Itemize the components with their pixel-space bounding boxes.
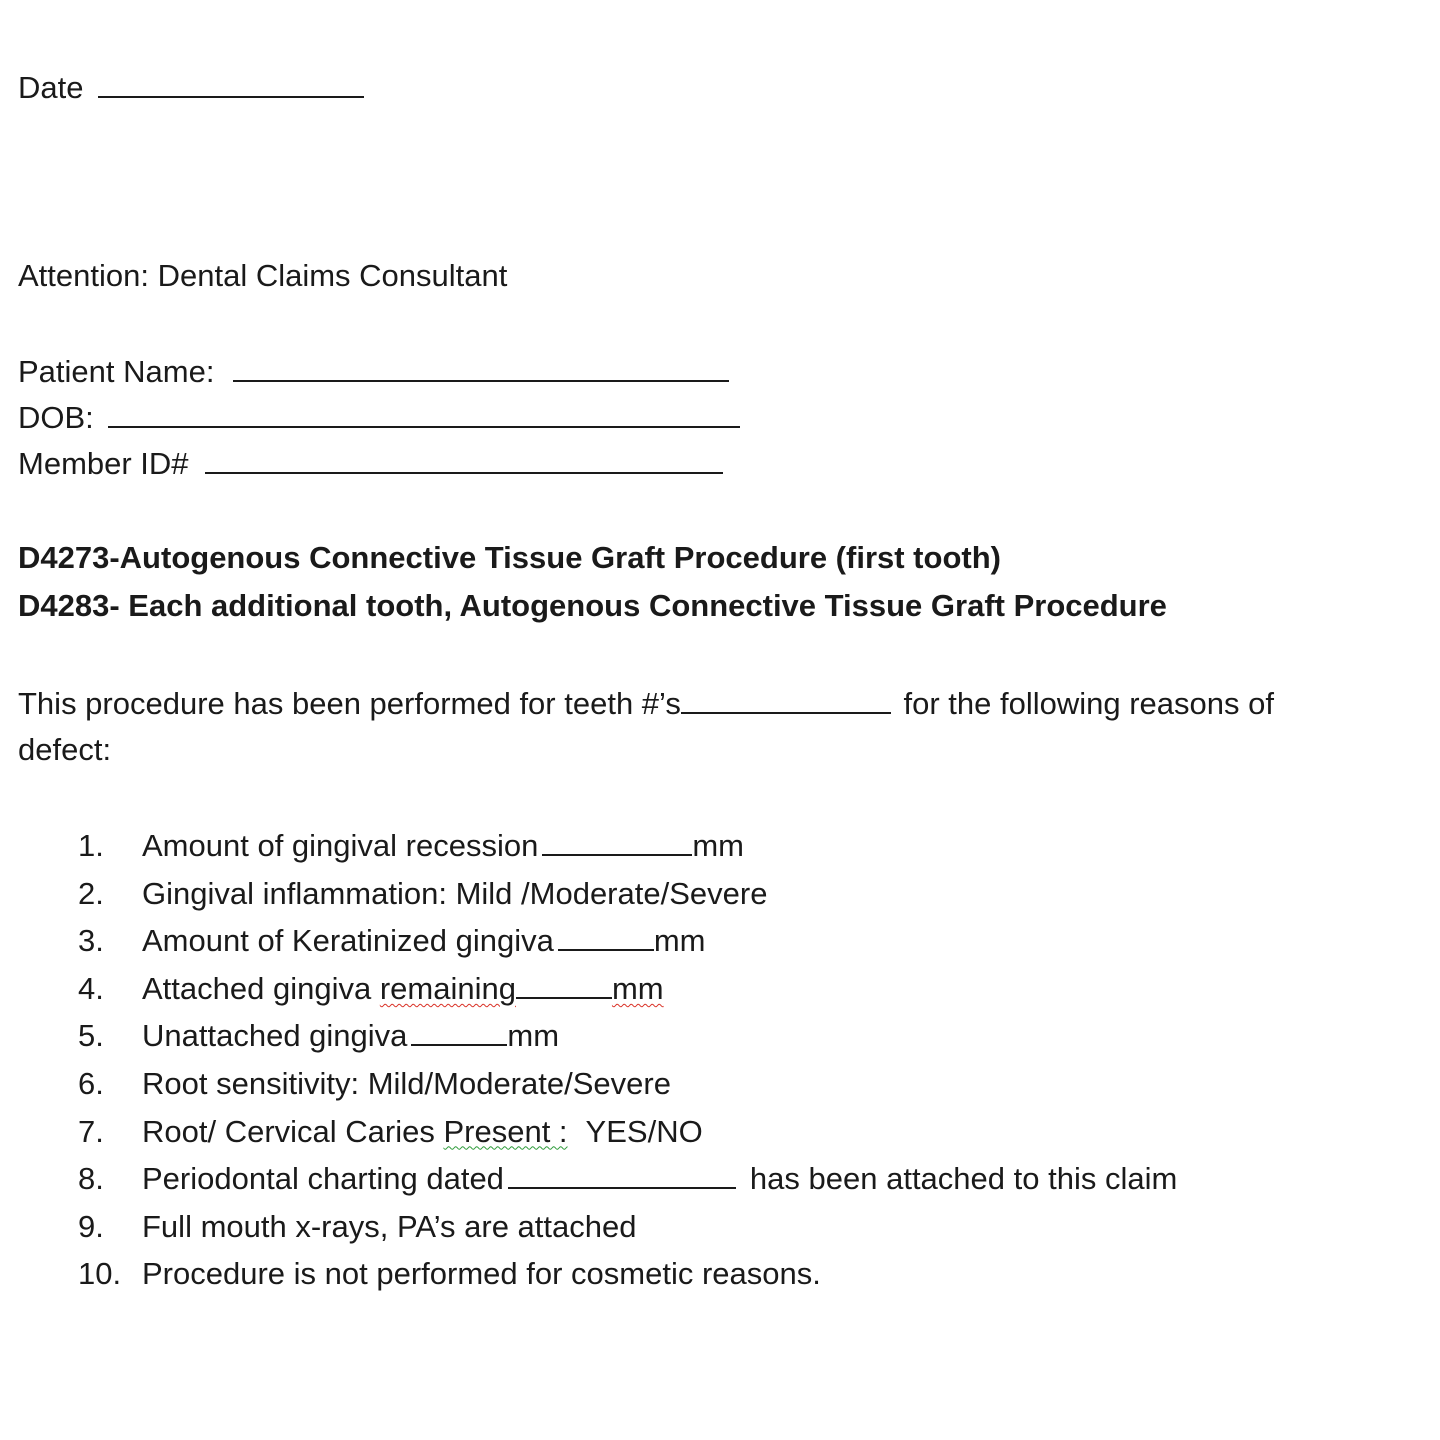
item-suffix: mm [653, 923, 706, 959]
item-suffix: mm [611, 970, 664, 1006]
date-line [18, 68, 364, 108]
item-text: Procedure is not performed for cosmetic reasons. [142, 1256, 821, 1292]
list-item [78, 1159, 1177, 1207]
list-item [78, 969, 1177, 1017]
item-number: 1. [78, 828, 104, 863]
item-number: 10. [78, 1256, 122, 1292]
dob-label: DOB: [18, 400, 94, 435]
attention-line: Attention: Dental Claims Consultant [18, 258, 508, 293]
list-item [78, 1254, 1177, 1302]
attached-gingiva-field[interactable] [516, 969, 612, 999]
item-suffix: mm [692, 828, 744, 863]
list-item [78, 1112, 1177, 1160]
member-id-field[interactable] [205, 444, 723, 474]
item-number: 9. [78, 1208, 104, 1244]
list-item [78, 921, 1177, 969]
list-item [78, 1064, 1177, 1112]
intro-line [18, 684, 1274, 724]
item-number: 2. [78, 875, 104, 911]
criteria-list [78, 826, 1177, 1302]
item-suffix: YES/NO [585, 1113, 703, 1149]
recession-field[interactable] [542, 826, 692, 856]
procedure-code-2: D4283- Each additional tooth, Autogenous Connective Tissue Graft Procedure [18, 588, 1167, 623]
patient-name-field[interactable] [233, 352, 729, 382]
item-text: Unattached gingiva [142, 1018, 408, 1054]
item-spellcheck-word: Present : [443, 1113, 568, 1149]
item-number: 7. [78, 1113, 104, 1149]
item-number: 4. [78, 970, 104, 1006]
item-text: Gingival inflammation: Mild /Moderate/Severe [142, 875, 768, 911]
item-text: Root/ Cervical Caries [142, 1113, 444, 1149]
keratinized-field[interactable] [558, 921, 654, 951]
intro-line-2: defect: [18, 732, 112, 767]
item-spellcheck-word: remaining [379, 970, 516, 1006]
procedure-code-1: D4273-Autogenous Connective Tissue Graft Procedure (first tooth) [18, 540, 1001, 575]
charting-date-field[interactable] [508, 1159, 736, 1189]
intro-text-1: This procedure has been performed for teeth #’s [18, 686, 681, 721]
item-text: Attached gingiva [142, 970, 380, 1006]
dob-line [18, 398, 740, 438]
item-text: Full mouth x-rays, PA’s are attached [142, 1208, 637, 1244]
patient-name-label: Patient Name: [18, 354, 215, 389]
item-number: 3. [78, 923, 104, 959]
item-suffix: has been attached to this claim [749, 1161, 1178, 1197]
list-item [78, 874, 1177, 922]
item-number: 8. [78, 1161, 104, 1197]
patient-name-line [18, 352, 729, 392]
date-field[interactable] [98, 68, 364, 98]
item-text: Amount of Keratinized gingiva [142, 923, 554, 959]
item-number: 6. [78, 1065, 104, 1101]
item-suffix: mm [507, 1018, 560, 1054]
list-item [78, 1016, 1177, 1064]
teeth-field[interactable] [681, 684, 891, 714]
intro-text-2: for the following reasons of [903, 686, 1274, 721]
item-text: Periodontal charting dated [142, 1161, 504, 1197]
list-item [78, 826, 1177, 874]
member-id-label: Member ID# [18, 446, 189, 481]
item-text: Amount of gingival recession [142, 828, 539, 863]
member-id-line [18, 444, 723, 484]
item-number: 5. [78, 1018, 104, 1054]
date-label: Date [18, 70, 84, 105]
dob-field[interactable] [108, 398, 740, 428]
item-text: Root sensitivity: Mild/Moderate/Severe [142, 1065, 671, 1101]
list-item [78, 1207, 1177, 1255]
unattached-gingiva-field[interactable] [411, 1016, 507, 1046]
